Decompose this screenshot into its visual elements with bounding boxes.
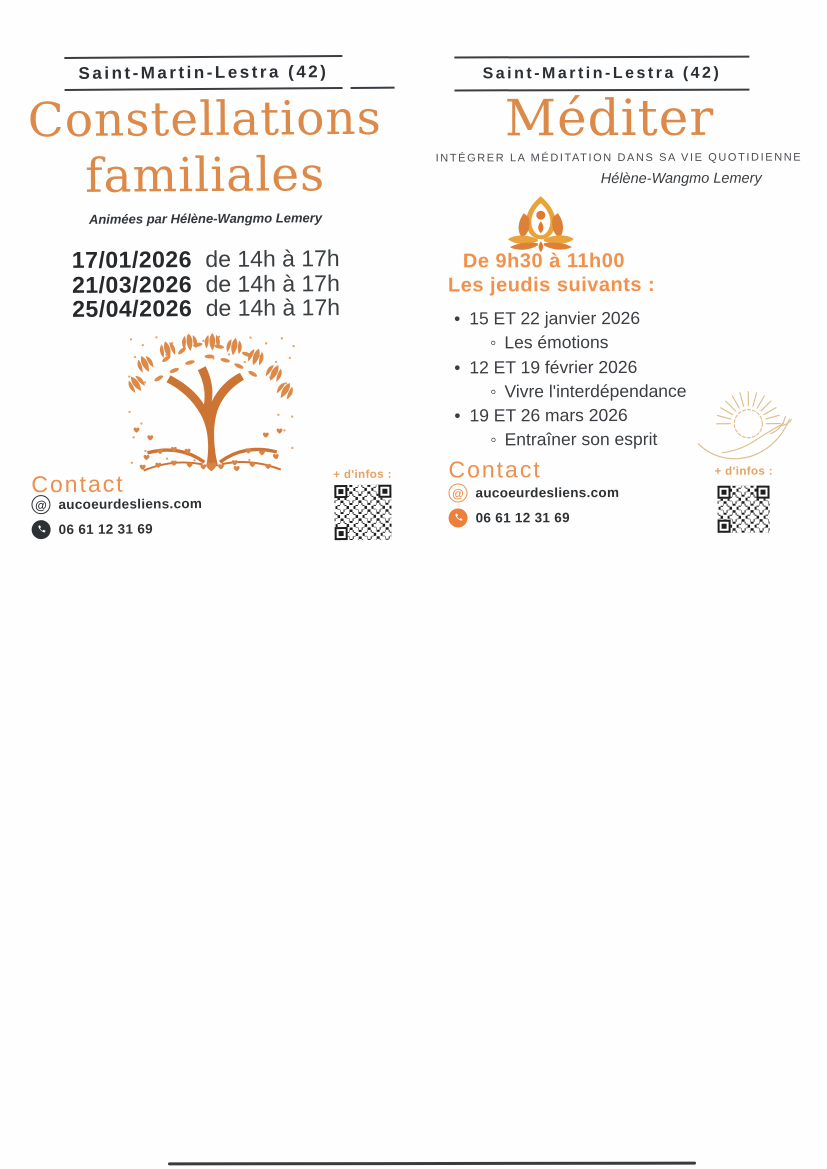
tagline: INTÉGRER LA MÉDITATION DANS SA VIE QUOTIDIENNE xyxy=(435,151,803,165)
location-text: Saint-Martin-Lestra (42) xyxy=(78,62,329,83)
flyer-title xyxy=(429,88,789,148)
session-dates xyxy=(0,246,412,322)
website-text: aucoeurdesliens.com xyxy=(475,485,620,501)
location-text: Saint-Martin-Lestra (42) xyxy=(482,64,722,82)
more-info-label: + d'infos : xyxy=(714,465,774,478)
qr-code xyxy=(717,486,769,533)
session-date: 21/03/2026 xyxy=(71,270,193,298)
contact-heading: Contact xyxy=(448,456,542,483)
schedule-intro: Les jeudis suivants : xyxy=(447,273,656,297)
contact-website-row xyxy=(448,483,619,502)
session-dates: • 12 ET 19 février 2026 xyxy=(454,354,774,379)
session-time: de 14h à 17h xyxy=(205,269,340,297)
contact-heading: Contact xyxy=(31,470,125,498)
flyer-mediter xyxy=(429,0,827,591)
time-range: De 9h30 à 11h00 xyxy=(462,250,626,273)
session-dates: • 15 ET 22 janvier 2026 xyxy=(454,306,774,331)
flyer-title xyxy=(0,91,411,206)
session-date-row xyxy=(0,295,412,322)
scan-artifact-line xyxy=(168,1162,696,1166)
qr-code xyxy=(334,485,391,540)
phone-text: 06 61 12 31 69 xyxy=(475,510,570,526)
qr-finder-icon xyxy=(756,486,769,499)
phone-icon xyxy=(449,508,468,527)
session-date-row xyxy=(0,270,412,297)
more-info-label: + d'infos : xyxy=(333,468,392,482)
at-icon: @ xyxy=(31,495,50,514)
session-theme: ◦ Entraîner son esprit xyxy=(454,427,774,452)
session-time: de 14h à 17h xyxy=(205,294,341,322)
flyer-constellations-familiales xyxy=(0,0,414,591)
title-line-1: Constellations xyxy=(27,90,382,149)
location-banner xyxy=(454,56,749,92)
session-date: 25/04/2026 xyxy=(72,295,193,322)
banner-line-fragment xyxy=(351,87,395,89)
session-dates: • 19 ET 26 mars 2026 xyxy=(454,403,774,428)
author-name: Hélène-Wangmo Lemery xyxy=(600,170,762,188)
session-theme: ◦ Vivre l'interdépendance xyxy=(454,379,774,404)
title-line-2: familiales xyxy=(84,147,326,204)
contact-phone-row xyxy=(449,508,570,527)
website-text: aucoeurdesliens.com xyxy=(58,496,203,513)
contact-website-row xyxy=(31,494,202,514)
contact-phone-row xyxy=(32,519,153,539)
qr-finder-icon xyxy=(335,527,348,540)
session-date-row xyxy=(0,246,412,273)
phone-text: 06 61 12 31 69 xyxy=(58,521,153,538)
qr-finder-icon xyxy=(718,520,731,533)
qr-finder-icon xyxy=(378,485,391,498)
phone-icon xyxy=(32,520,51,539)
hand-holding-sun-icon xyxy=(686,382,816,472)
session-date: 17/01/2026 xyxy=(71,246,193,273)
heart-tree-illustration xyxy=(122,332,301,475)
qr-finder-icon xyxy=(717,486,730,499)
session-theme: ◦ Les émotions xyxy=(454,330,774,355)
session-time: de 14h à 17h xyxy=(205,245,340,273)
qr-finder-icon xyxy=(334,485,347,498)
title-line-1: Méditer xyxy=(504,88,715,148)
location-banner xyxy=(64,55,342,91)
meditation-lotus-icon xyxy=(502,195,580,253)
byline: Animées par Hélène-Wangmo Lemery xyxy=(88,210,323,227)
at-icon: @ xyxy=(448,483,467,502)
